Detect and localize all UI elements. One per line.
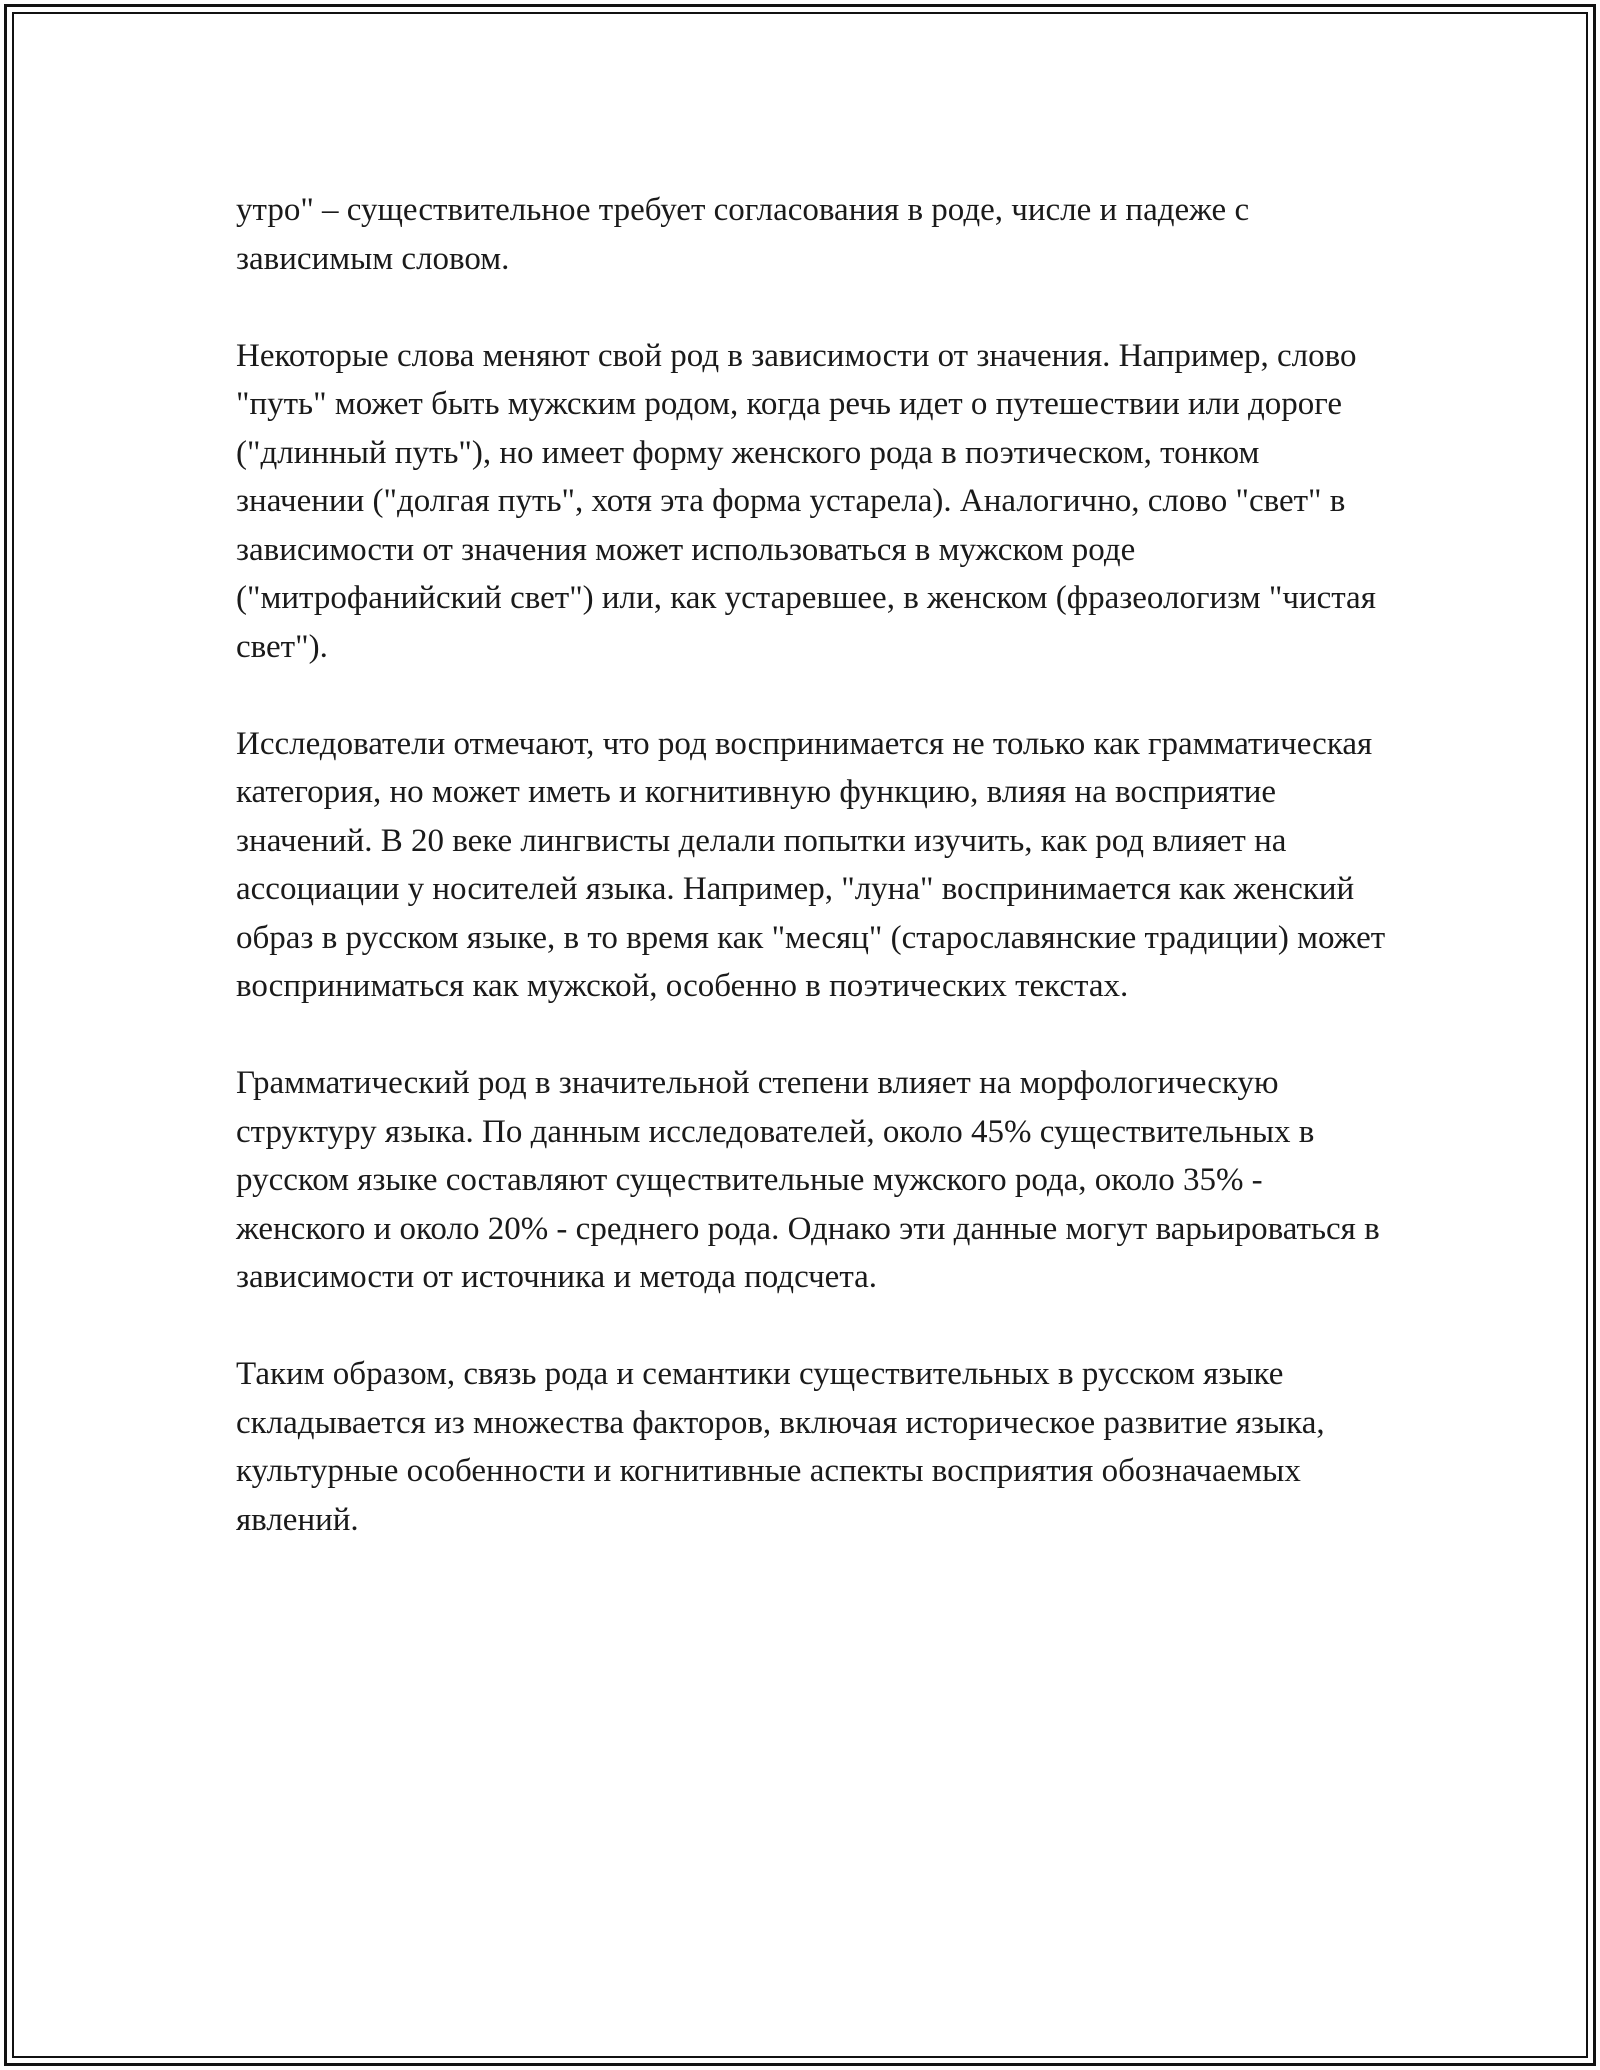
document-body (236, 186, 1386, 1544)
paragraph-3: Исследователи отмечают, что род воспринимается не только как грамматическая категория, но может иметь и когнитивную функцию, влияя на восприятие значений. В 20 веке лингвисты делали попытки изучить, как род влияет на ассоциации у носителей языка. Например, "луна" воспринимается как женский образ в русском языке, в то время как "месяц" (старославянские традиции) может восприниматься как мужской, особенно в поэтических текстах. (236, 725, 1386, 1004)
paragraph-4: Грамматический род в значительной степени влияет на морфологическую структуру языка. По данным исследователей, около 45% существительных в русском языке составляют существительные мужского рода, около 35% - женского и около 20% - среднего рода. Однако эти данные могут варьироваться в зависимости от источника и метода подсчета. (236, 1065, 1380, 1295)
paragraph-2: Некоторые слова меняют свой род в зависимости от значения. Например, слово "путь" может быть мужским родом, когда речь идет о путешествии или дороге ("длинный путь"), но имеет форму женского рода в поэтическом, тонком значении ("долгая путь", хотя эта форма устарела). Аналогично, слово "свет" в зависимости от значения может использоваться в мужском роде ("митрофанийский свет") или, как устаревшее, в женском (фразеологизм "чистая свет"). (236, 337, 1376, 665)
paragraph-5: Таким образом, связь рода и семантики существительных в русском языке складывается из множества факторов, включая историческое развитие языка, культурные особенности и когнитивные аспекты восприятия обозначаемых явлений. (236, 1356, 1325, 1538)
paragraph-1: утро" – существительное требует согласования в роде, числе и падеже с зависимым словом. (236, 192, 1250, 277)
